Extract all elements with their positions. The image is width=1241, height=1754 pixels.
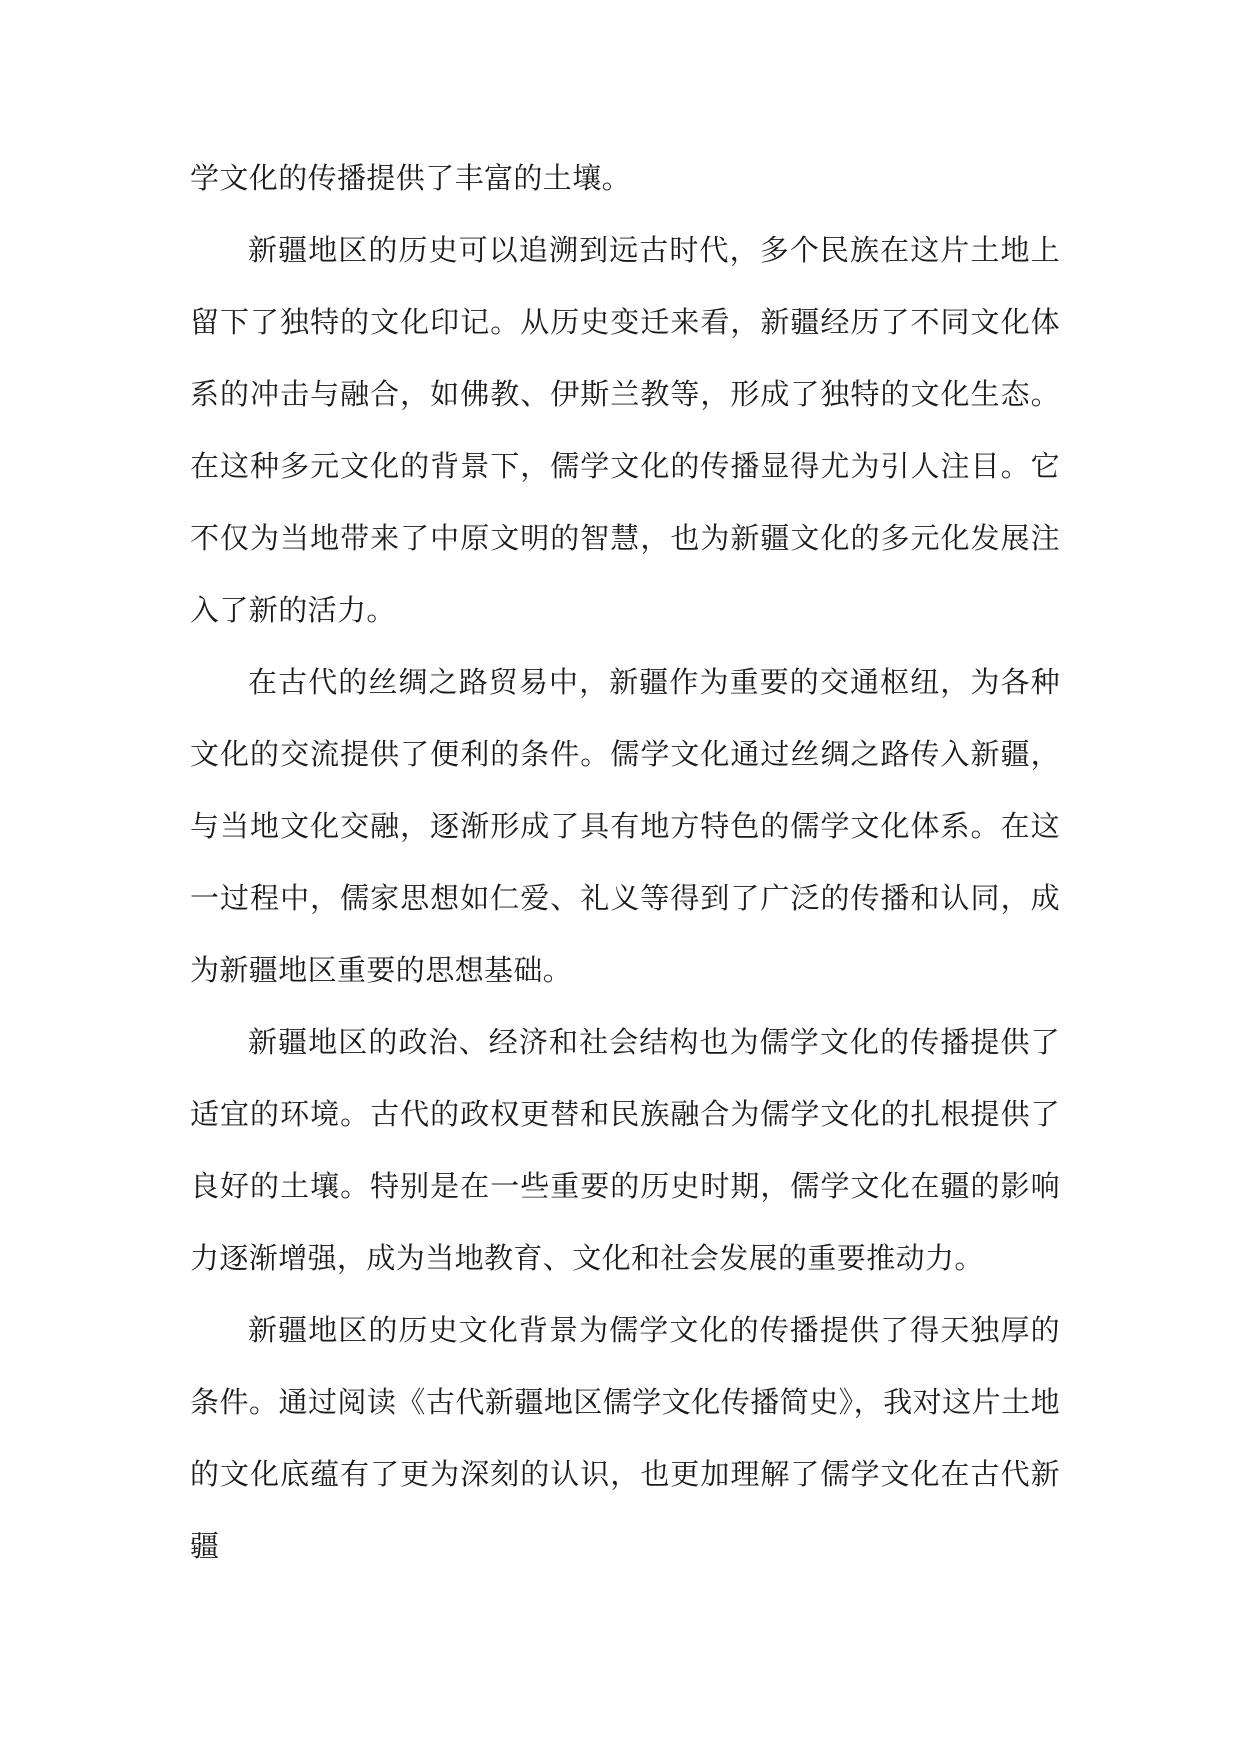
paragraph-political-social: 新疆地区的政治、经济和社会结构也为儒学文化的传播提供了适宜的环境。古代的政权更替和民族融合为儒学文化的扎根提供了良好的土壤。特别是在一些重要的历史时期，儒学文化在疆的影响力逐渐增强，成为当地教育、文化和社会发展的重要推动力。	[190, 1025, 1060, 1275]
body-text	[190, 142, 1060, 1582]
paragraph-continuation: 学文化的传播提供了丰富的土壤。	[190, 161, 632, 195]
paragraph-conclusion: 新疆地区的历史文化背景为儒学文化的传播提供了得天独厚的条件。通过阅读《古代新疆地区儒学文化传播简史》，我对这片土地的文化底蕴有了更为深刻的认识，也更加理解了儒学文化在古代新疆	[190, 1313, 1060, 1563]
paragraph-silk-road: 在古代的丝绸之路贸易中，新疆作为重要的交通枢纽，为各种文化的交流提供了便利的条件。儒学文化通过丝绸之路传入新疆，与当地文化交融，逐渐形成了具有地方特色的儒学文化体系。在这一过程中，儒家思想如仁爱、礼义等得到了广泛的传播和认同，成为新疆地区重要的思想基础。	[190, 665, 1060, 987]
paragraph-history-background: 新疆地区的历史可以追溯到远古时代，多个民族在这片土地上留下了独特的文化印记。从历史变迁来看，新疆经历了不同文化体系的冲击与融合，如佛教、伊斯兰教等，形成了独特的文化生态。在这种多元文化的背景下，儒学文化的传播显得尤为引人注目。它不仅为当地带来了中原文明的智慧，也为新疆文化的多元化发展注入了新的活力。	[190, 233, 1060, 627]
